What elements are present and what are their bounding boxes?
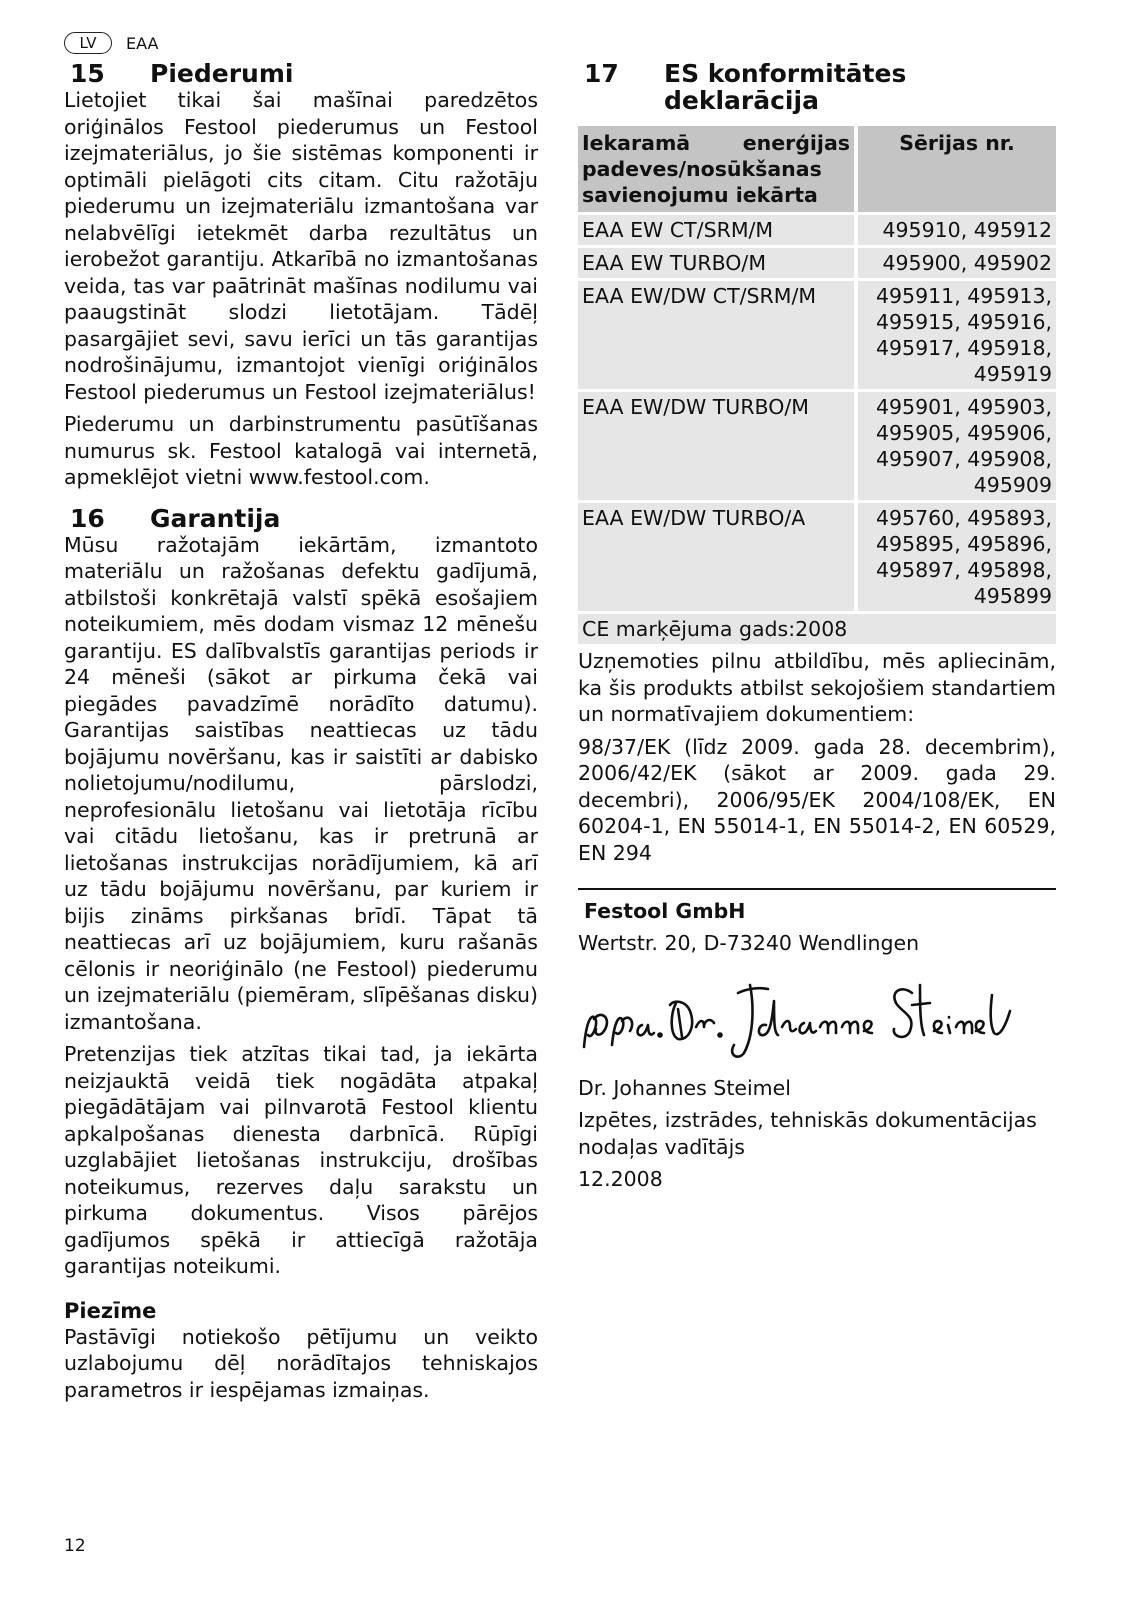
- section-15-heading: [64, 60, 538, 87]
- warranty-paragraph: Mūsu ražotajām iekārtām, izmantoto materiālu un ražošanas defektu gadījumā, atbilstoši konkrētajā valstī spēkā esošajiem noteikumiem, mēs dodam vismaz 12 mēnešu garantiju. ES dalībvalstīs garantijas periods ir 24 mēneši (sākot ar pirkuma čekā vai piegādes pavadzīmē norādīto datumu). Garantijas saistības neattiecas uz tādu bojājumu novēršanu, kas ir saistīti ar dabisko nolietojumu/nodilumu, pārslodzi, neprofesionālu lietošanu vai lietotāja rīcību vai citādu lietošanu, kas ir pretrunā ar lietošanas instrukcijas norādījumiem, kā arī uz tādu bojājumu novēršanu, par kuriem ir bijis zināms pirkšanas brīdī. Tāpat tā neattiecas arī uz bojājumiem, kuru rašanās cēlonis ir neoriģinālo (ne Festool) piederumu un izejmateriālu (piemēram, slīpēšanas disku) izmantošana.: [64, 532, 538, 1034]
- left-column: [64, 60, 538, 1409]
- signature-image: [578, 975, 1056, 1065]
- declaration-date: 12.2008: [578, 1167, 663, 1191]
- table-row: [578, 215, 1056, 245]
- device-cell: EAA EW/DW TURBO/A: [578, 503, 854, 611]
- table-row: [578, 281, 1056, 389]
- language-badge: LV: [64, 32, 112, 54]
- signer-name: Dr. Johannes Steimel: [578, 1075, 791, 1100]
- section-number: 15: [70, 59, 105, 88]
- device-cell: EAA EW/DW CT/SRM/M: [578, 281, 854, 389]
- section-number: 17: [584, 59, 619, 88]
- device-cell: EAA EW/DW TURBO/M: [578, 392, 854, 500]
- serial-cell: 495911, 495913, 495915, 495916, 495917, 495918, 495919: [854, 281, 1056, 389]
- right-column: [578, 60, 1056, 1199]
- claims-paragraph: Pretenzijas tiek atzītas tikai tad, ja iekārta neizjauktā veidā tiek nogādāta atpakaļ piegādātājam vai pilnvarotā Festool klientu apkalpošanas dienesta darbnīcā. Rūpīgi uzglabājiet lietošanas instrukciju, drošības noteikumus, rezerves daļu sarakstu un pirkuma dokumentus. Visos pārējos gadījumos spēkā ir attiecīgā ražotāja garantijas noteikumi.: [64, 1042, 538, 1278]
- handwritten-signature-icon: [578, 975, 1048, 1065]
- section-16-heading: [64, 505, 538, 532]
- table-row: [578, 392, 1056, 500]
- section-title: Garantija: [150, 503, 281, 533]
- serial-cell: 495760, 495893, 495895, 495896, 495897, 495898, 495899: [854, 503, 1056, 611]
- table-header-row: [578, 126, 1056, 212]
- note-heading: Piezīme: [64, 1298, 157, 1323]
- signer-role: Izpētes, izstrādes, tehniskās dokumentācijas nodaļas vadītājs: [578, 1108, 1037, 1159]
- table-row: [578, 248, 1056, 278]
- serial-cell: 495910, 495912: [854, 215, 1056, 245]
- accessories-paragraph: Lietojiet tikai šai mašīnai paredzētos oriģinālos Festool piederumus un Festool izejmateriālus, jo šie sistēmas komponenti ir optimāli pielāgoti cits citam. Citu ražotāju piederumu un izejmateriālu izmantošana var nelabvēlīgi ietekmēt darba rezultātus un ierobežot garantiju. Atkarībā no izmantošanas veida, tas var paātrināt mašīnas nodilumu vai paaugstināt slodzi lietotājam. Tādēļ pasargājiet sevi, savu ierīci un tās garantijas nodrošinājumu, izmantojot vienīgi oriģinālos Festool piederumus un Festool izejmateriālus!: [64, 88, 538, 404]
- serial-column-header: Sērijas nr.: [854, 126, 1056, 212]
- device-column-header: Iekaramā enerģijas padeves/nosūkšanas savienojumu iekārta: [578, 126, 854, 212]
- company-address: Wertstr. 20, D-73240 Wendlingen: [578, 931, 920, 955]
- ce-marking-row: CE marķējuma gads:2008: [578, 614, 1056, 644]
- section-number: 16: [70, 503, 105, 533]
- page-header: [64, 32, 158, 54]
- declaration-paragraph: Uzņemoties pilnu atbildību, mēs apliecinām, ka šis produkts atbilst sekojošiem standartiem un normatīvajiem dokumentiem:: [578, 649, 1056, 726]
- serial-number-table: [578, 123, 1056, 614]
- note-paragraph: Pastāvīgi notiekošo pētījumu un veikto uzlabojumu dēļ norādītajos tehniskajos parametros ir iespējamas izmaiņas.: [64, 1324, 538, 1402]
- company-name: Festool GmbH: [584, 899, 746, 923]
- ordering-paragraph: Piederumu un darbinstrumentu pasūtīšanas numurus sk. Festool katalogā vai internetā, apmeklējot vietni www.festool.com.: [64, 412, 538, 489]
- device-cell: EAA EW CT/SRM/M: [578, 215, 854, 245]
- divider-line: [578, 888, 1056, 890]
- section-title: Piederumi: [150, 59, 294, 88]
- device-cell: EAA EW TURBO/M: [578, 248, 854, 278]
- document-tag: EAA: [126, 33, 159, 53]
- section-title: ES konformitātes deklarācija: [664, 59, 907, 115]
- standards-paragraph: 98/37/EK (līdz 2009. gada 28. decembrim), 2006/42/EK (sākot ar 2009. gada 29. decembri), 2006/95/EK 2004/108/EK, EN 60204-1, EN 55014-1, EN 55014-2, EN 60529, EN 294: [578, 734, 1056, 865]
- page-number: 12: [64, 1536, 86, 1556]
- section-17-heading: [578, 60, 1056, 114]
- serial-cell: 495900, 495902: [854, 248, 1056, 278]
- serial-cell: 495901, 495903, 495905, 495906, 495907, 495908, 495909: [854, 392, 1056, 500]
- table-row: [578, 503, 1056, 611]
